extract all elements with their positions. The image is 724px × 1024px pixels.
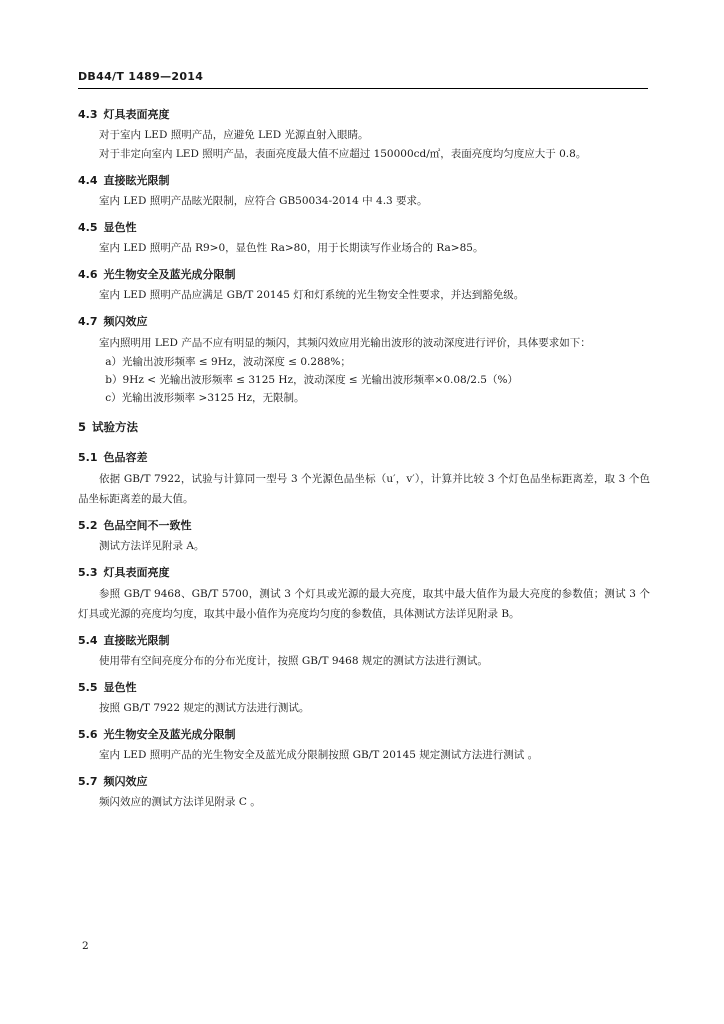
section-5-6 (78, 724, 650, 765)
section-4-3 (78, 104, 650, 164)
section-heading (78, 104, 650, 126)
section-4-6 (78, 264, 650, 305)
section-5-2 (78, 515, 650, 556)
section-number: 5.3 (78, 566, 98, 579)
section-title: 色品容差 (103, 451, 148, 464)
paragraph: 使用带有空间亮度分布的分布光度计，按照 GB/T 9468 规定的测试方法进行测试。 (99, 655, 488, 667)
section-number: 5.2 (78, 519, 98, 532)
list-item: b）9Hz < 光输出波形频率 ≤ 3125 Hz，波动深度 ≤ 光输出波形频率×0.08/2.5（%） (105, 374, 518, 386)
chapter-number: 5 (78, 420, 87, 434)
section-number: 5.5 (78, 681, 98, 694)
section-title: 灯具表面亮度 (103, 566, 170, 579)
section-5-3 (78, 562, 650, 624)
section-title: 频闪效应 (103, 315, 148, 328)
section-heading (78, 630, 650, 652)
section-number: 4.6 (78, 268, 98, 281)
paragraph: 按照 GB/T 7922 规定的测试方法进行测试。 (99, 702, 310, 714)
section-number: 5.4 (78, 634, 98, 647)
section-heading (78, 724, 650, 746)
section-4-4 (78, 170, 650, 211)
section-title: 显色性 (103, 221, 137, 234)
paragraph: 依据 GB/T 7922，试验与计算同一型号 3 个光源色品坐标（u′，v′），计算并比较 3 个灯色品坐标距离差，取 3 个色品坐标距离差的最大值。 (78, 473, 650, 505)
section-number: 5.6 (78, 728, 98, 741)
chapter-heading (78, 415, 650, 439)
section-number: 4.4 (78, 174, 98, 187)
paragraph-line: 对于室内 LED 照明产品，应避免 LED 光源直射入眼睛。 (99, 129, 369, 141)
section-title: 显色性 (103, 681, 137, 694)
section-5-4 (78, 630, 650, 671)
section-title: 色品空间不一致性 (103, 519, 192, 532)
section-number: 4.7 (78, 315, 98, 328)
section-heading (78, 264, 650, 286)
paragraph: 室内 LED 照明产品应满足 GB/T 20145 灯和灯系统的光生物安全性要求，并达到豁免级。 (99, 289, 525, 301)
section-heading (78, 447, 650, 469)
section-title: 光生物安全及蓝光成分限制 (103, 268, 236, 281)
paragraph-line: 对于非定向室内 LED 照明产品，表面亮度最大值不应超过 150000cd/㎡，表面亮度均匀度应大于 0.8。 (99, 148, 587, 160)
section-heading (78, 170, 650, 192)
paragraph: 室内 LED 照明产品眩光限制，应符合 GB50034-2014 中 4.3 要求。 (99, 195, 428, 207)
section-title: 灯具表面亮度 (103, 108, 170, 121)
section-heading (78, 217, 650, 239)
section-5-7 (78, 771, 650, 812)
section-5-1 (78, 447, 650, 509)
section-number: 5.7 (78, 775, 98, 788)
section-title: 频闪效应 (103, 775, 148, 788)
chapter-5 (78, 415, 650, 439)
section-title: 直接眩光限制 (103, 634, 170, 647)
document-body (78, 104, 650, 812)
list-item: c）光输出波形频率 >3125 Hz，无限制。 (105, 392, 305, 404)
document-code: DB44/T 1489—2014 (78, 70, 204, 83)
section-4-7 (78, 311, 650, 407)
paragraph: 参照 GB/T 9468、GB/T 5700，测试 3 个灯具或光源的最大亮度，取其中最大值作为最大亮度的参数值；测试 3 个灯具或光源的亮度均匀度，取其中最小值作为亮度均匀度的参数值，具体测试方法详见附录 B。 (78, 588, 650, 620)
chapter-title: 试验方法 (92, 420, 139, 434)
section-heading (78, 515, 650, 537)
paragraph: 室内照明用 LED 产品不应有明显的频闪，其频闪效应用光输出波形的波动深度进行评价，具体要求如下： (99, 337, 591, 349)
section-heading (78, 771, 650, 793)
section-5-5 (78, 677, 650, 718)
paragraph: 室内 LED 照明产品的光生物安全及蓝光成分限制按照 GB/T 20145 规定测试方法进行测试 。 (99, 749, 539, 761)
page-number: 2 (82, 940, 89, 952)
paragraph: 室内 LED 照明产品 R9>0，显色性 Ra>80，用于长期读写作业场合的 Ra>85。 (99, 242, 484, 254)
paragraph: 频闪效应的测试方法详见附录 C 。 (99, 796, 261, 808)
section-number: 4.3 (78, 108, 98, 121)
section-heading (78, 311, 650, 333)
section-title: 直接眩光限制 (103, 174, 170, 187)
section-number: 4.5 (78, 221, 98, 234)
section-title: 光生物安全及蓝光成分限制 (103, 728, 236, 741)
section-heading (78, 677, 650, 699)
list-item: a）光输出波形频率 ≤ 9Hz，波动深度 ≤ 0.288%； (105, 356, 351, 368)
paragraph: 测试方法详见附录 A。 (99, 540, 205, 552)
section-heading (78, 562, 650, 584)
header-rule (78, 88, 648, 89)
section-number: 5.1 (78, 451, 98, 464)
section-4-5 (78, 217, 650, 258)
